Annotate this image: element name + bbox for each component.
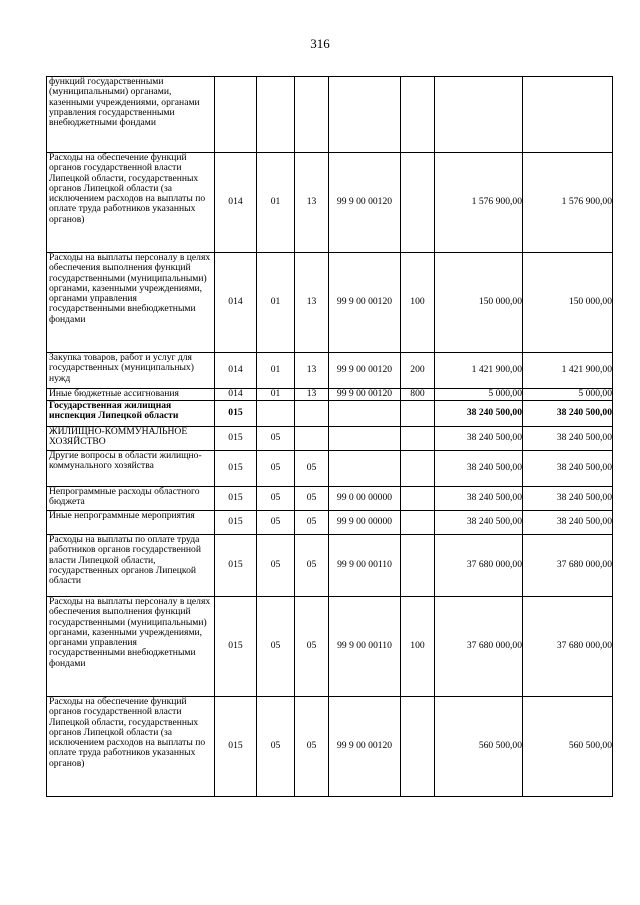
target-article-cell bbox=[329, 427, 401, 451]
table-row bbox=[47, 353, 613, 389]
section-code-cell: 05 bbox=[257, 535, 295, 597]
section-code-cell: 05 bbox=[257, 697, 295, 797]
target-article-cell bbox=[329, 401, 401, 427]
section-code-cell bbox=[257, 77, 295, 153]
target-article-cell: 99 0 00 00000 bbox=[329, 487, 401, 511]
ved-code-cell: 015 bbox=[215, 427, 257, 451]
section-code-cell: 01 bbox=[257, 253, 295, 353]
row-name-cell: Закупка товаров, работ и услуг для государственных (муниципальных) нужд bbox=[47, 353, 215, 389]
expense-type-cell bbox=[401, 697, 435, 797]
budget-table bbox=[46, 76, 613, 797]
section-code-cell: 01 bbox=[257, 153, 295, 253]
ved-code-cell: 015 bbox=[215, 697, 257, 797]
section-code-cell: 05 bbox=[257, 487, 295, 511]
subsection-code-cell: 13 bbox=[295, 353, 329, 389]
section-code-cell: 01 bbox=[257, 353, 295, 389]
table-row bbox=[47, 401, 613, 427]
ved-code-cell bbox=[215, 77, 257, 153]
amount-year1-cell: 38 240 500,00 bbox=[435, 401, 523, 427]
expense-type-cell bbox=[401, 153, 435, 253]
amount-year2-cell: 38 240 500,00 bbox=[523, 401, 613, 427]
section-code-cell: 05 bbox=[257, 451, 295, 487]
subsection-code-cell: 05 bbox=[295, 451, 329, 487]
row-name-cell: Непрограммные расходы областного бюджета bbox=[47, 487, 215, 511]
target-article-cell: 99 9 00 00110 bbox=[329, 535, 401, 597]
amount-year2-cell: 5 000,00 bbox=[523, 389, 613, 401]
row-name-cell: Расходы на обеспечение функций органов государственной власти Липецкой области, государственных органов Липецкой области (за исключением расходов на выплаты по оплате труда работников указанных органов) bbox=[47, 697, 215, 797]
subsection-code-cell bbox=[295, 77, 329, 153]
table-row bbox=[47, 511, 613, 535]
row-name-cell: Иные бюджетные ассигнования bbox=[47, 389, 215, 401]
ved-code-cell: 015 bbox=[215, 597, 257, 697]
amount-year1-cell: 37 680 000,00 bbox=[435, 597, 523, 697]
row-name-cell: Расходы на выплаты персоналу в целях обеспечения выполнения функций государственными (муниципальными) органами, казенными учреждениями, органами управления государственными внебюджетными фондами bbox=[47, 597, 215, 697]
row-name-cell: Государственная жилищная инспекция Липецкой области bbox=[47, 401, 215, 427]
row-name-cell: Другие вопросы в области жилищно-коммунального хозяйства bbox=[47, 451, 215, 487]
table-row bbox=[47, 389, 613, 401]
subsection-code-cell: 05 bbox=[295, 697, 329, 797]
table-row bbox=[47, 697, 613, 797]
row-name-cell: ЖИЛИЩНО-КОММУНАЛЬНОЕ ХОЗЯЙСТВО bbox=[47, 427, 215, 451]
table-row bbox=[47, 427, 613, 451]
target-article-cell: 99 9 00 00120 bbox=[329, 697, 401, 797]
amount-year1-cell: 38 240 500,00 bbox=[435, 511, 523, 535]
amount-year1-cell: 1 576 900,00 bbox=[435, 153, 523, 253]
amount-year1-cell: 1 421 900,00 bbox=[435, 353, 523, 389]
subsection-code-cell bbox=[295, 427, 329, 451]
amount-year1-cell: 5 000,00 bbox=[435, 389, 523, 401]
target-article-cell: 99 9 00 00120 bbox=[329, 353, 401, 389]
table-row bbox=[47, 451, 613, 487]
amount-year2-cell: 1 576 900,00 bbox=[523, 153, 613, 253]
ved-code-cell: 014 bbox=[215, 389, 257, 401]
amount-year2-cell bbox=[523, 77, 613, 153]
target-article-cell bbox=[329, 451, 401, 487]
expense-type-cell bbox=[401, 401, 435, 427]
amount-year2-cell: 38 240 500,00 bbox=[523, 427, 613, 451]
table-row bbox=[47, 597, 613, 697]
amount-year2-cell: 1 421 900,00 bbox=[523, 353, 613, 389]
target-article-cell: 99 9 00 00120 bbox=[329, 253, 401, 353]
section-code-cell: 05 bbox=[257, 511, 295, 535]
section-code-cell bbox=[257, 401, 295, 427]
subsection-code-cell: 05 bbox=[295, 597, 329, 697]
ved-code-cell: 015 bbox=[215, 511, 257, 535]
amount-year2-cell: 560 500,00 bbox=[523, 697, 613, 797]
amount-year2-cell: 38 240 500,00 bbox=[523, 487, 613, 511]
ved-code-cell: 015 bbox=[215, 451, 257, 487]
expense-type-cell bbox=[401, 511, 435, 535]
amount-year1-cell: 37 680 000,00 bbox=[435, 535, 523, 597]
target-article-cell: 99 9 00 00110 bbox=[329, 597, 401, 697]
expense-type-cell: 100 bbox=[401, 597, 435, 697]
amount-year1-cell: 38 240 500,00 bbox=[435, 487, 523, 511]
expense-type-cell bbox=[401, 451, 435, 487]
target-article-cell: 99 9 00 00120 bbox=[329, 153, 401, 253]
expense-type-cell: 100 bbox=[401, 253, 435, 353]
ved-code-cell: 014 bbox=[215, 153, 257, 253]
row-name-cell: Расходы на обеспечение функций органов государственной власти Липецкой области, государственных органов Липецкой области (за исключением расходов на выплаты по оплате труда работников указанных органов) bbox=[47, 153, 215, 253]
amount-year1-cell: 38 240 500,00 bbox=[435, 451, 523, 487]
amount-year2-cell: 150 000,00 bbox=[523, 253, 613, 353]
ved-code-cell: 014 bbox=[215, 253, 257, 353]
row-name-cell: Расходы на выплаты персоналу в целях обеспечения выполнения функций государственными (муниципальными) органами, казенными учреждениями, органами управления государственными внебюджетными фондами bbox=[47, 253, 215, 353]
amount-year1-cell: 38 240 500,00 bbox=[435, 427, 523, 451]
amount-year1-cell bbox=[435, 77, 523, 153]
expense-type-cell bbox=[401, 487, 435, 511]
target-article-cell: 99 9 00 00000 bbox=[329, 511, 401, 535]
subsection-code-cell: 13 bbox=[295, 153, 329, 253]
expense-type-cell bbox=[401, 535, 435, 597]
page-number: 316 bbox=[310, 36, 330, 51]
table-row bbox=[47, 487, 613, 511]
table-row bbox=[47, 253, 613, 353]
subsection-code-cell bbox=[295, 401, 329, 427]
amount-year2-cell: 38 240 500,00 bbox=[523, 451, 613, 487]
ved-code-cell: 015 bbox=[215, 487, 257, 511]
amount-year2-cell: 38 240 500,00 bbox=[523, 511, 613, 535]
row-name-cell: функций государственными (муниципальными) органами, казенными учреждениями, органами управления государственными внебюджетными фондами bbox=[47, 77, 215, 153]
subsection-code-cell: 13 bbox=[295, 389, 329, 401]
section-code-cell: 05 bbox=[257, 427, 295, 451]
expense-type-cell bbox=[401, 77, 435, 153]
table-row bbox=[47, 77, 613, 153]
target-article-cell: 99 9 00 00120 bbox=[329, 389, 401, 401]
amount-year1-cell: 150 000,00 bbox=[435, 253, 523, 353]
expense-type-cell bbox=[401, 427, 435, 451]
expense-type-cell: 800 bbox=[401, 389, 435, 401]
subsection-code-cell: 05 bbox=[295, 511, 329, 535]
ved-code-cell: 015 bbox=[215, 401, 257, 427]
section-code-cell: 05 bbox=[257, 597, 295, 697]
table-row bbox=[47, 535, 613, 597]
target-article-cell bbox=[329, 77, 401, 153]
section-code-cell: 01 bbox=[257, 389, 295, 401]
amount-year2-cell: 37 680 000,00 bbox=[523, 597, 613, 697]
subsection-code-cell: 05 bbox=[295, 487, 329, 511]
ved-code-cell: 014 bbox=[215, 353, 257, 389]
subsection-code-cell: 05 bbox=[295, 535, 329, 597]
row-name-cell: Расходы на выплаты по оплате труда работников органов государственной власти Липецкой области, государственных органов Липецкой области bbox=[47, 535, 215, 597]
expense-type-cell: 200 bbox=[401, 353, 435, 389]
row-name-cell: Иные непрограммные мероприятия bbox=[47, 511, 215, 535]
amount-year1-cell: 560 500,00 bbox=[435, 697, 523, 797]
ved-code-cell: 015 bbox=[215, 535, 257, 597]
table-body bbox=[47, 77, 613, 797]
amount-year2-cell: 37 680 000,00 bbox=[523, 535, 613, 597]
subsection-code-cell: 13 bbox=[295, 253, 329, 353]
table-row bbox=[47, 153, 613, 253]
